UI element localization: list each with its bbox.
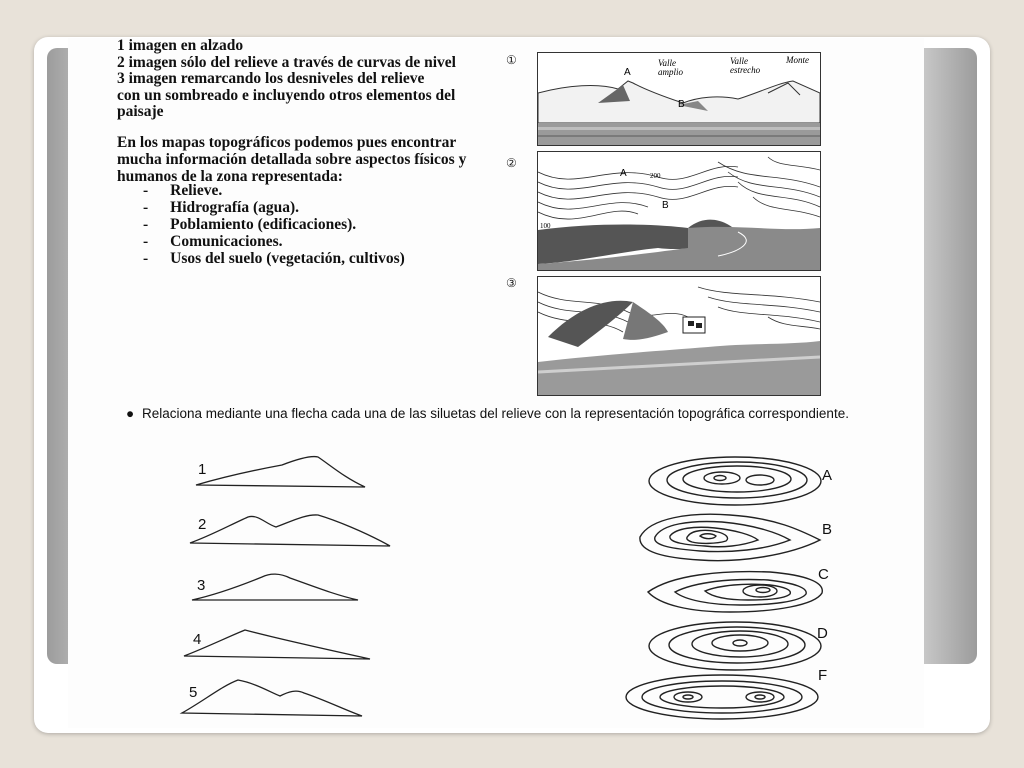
silhouette-2 bbox=[190, 515, 390, 546]
topo-letter-b: B bbox=[822, 521, 833, 538]
intro-line-5: paisaje bbox=[117, 103, 164, 120]
contour-B bbox=[640, 514, 820, 560]
list-item: - Comunicaciones. bbox=[143, 233, 283, 250]
label-b: B bbox=[662, 200, 669, 211]
silhouette-5 bbox=[182, 680, 362, 716]
label-valle-amplio: Valle amplio bbox=[658, 58, 684, 77]
panel-number-1: ① bbox=[506, 53, 517, 67]
label-a: A bbox=[624, 67, 631, 78]
list-item: - Hidrografía (agua). bbox=[143, 199, 300, 216]
panel-number-2: ② bbox=[506, 156, 517, 170]
label-b: B bbox=[678, 99, 685, 110]
list-item: - Poblamiento (edificaciones). bbox=[143, 216, 357, 233]
intro-line-4: con un sombreado e incluyendo otros elementos del bbox=[117, 86, 456, 104]
label-valle-estrecho: Valle estrecho bbox=[730, 56, 761, 75]
label-a: A bbox=[620, 168, 627, 179]
silhouette-number-1: 1 bbox=[198, 461, 207, 478]
instruction-text: ● Relaciona mediante una flecha cada una de las siluetas del relieve con la representación topográfica correspondiente. bbox=[126, 406, 849, 421]
label-monte: Monte bbox=[786, 55, 809, 65]
description-paragraph: En los mapas topográficos podemos pues encontrar mucha información detallada sobre aspectos físicos y humanos de la zona representada: bbox=[117, 134, 467, 185]
list-item: - Relieve. bbox=[143, 182, 223, 199]
intro-line-3: 3 imagen remarcando los desniveles del relieve bbox=[117, 70, 425, 87]
contour-A bbox=[649, 457, 821, 505]
list-item: - Usos del suelo (vegetación, cultivos) bbox=[143, 250, 405, 267]
contour-label-200: 200 bbox=[650, 172, 661, 180]
topo-letter-d: D bbox=[817, 625, 828, 642]
contour-label-100: 100 bbox=[540, 222, 551, 230]
contour-F bbox=[626, 675, 818, 719]
silhouette-number-4: 4 bbox=[193, 631, 202, 648]
intro-line-2: 2 imagen sólo del relieve a través de curvas de nivel bbox=[117, 53, 456, 71]
topo-letter-a: A bbox=[822, 467, 833, 484]
intro-line-1: 1 imagen en alzado bbox=[117, 37, 244, 54]
silhouette-4 bbox=[184, 630, 370, 659]
bullet-icon: ● bbox=[126, 406, 135, 421]
silhouette-1 bbox=[196, 457, 365, 487]
contour-C bbox=[648, 572, 822, 612]
silhouette-number-2: 2 bbox=[198, 516, 207, 533]
contour-D bbox=[649, 622, 821, 670]
panel-number-3: ③ bbox=[506, 276, 517, 290]
topo-letter-c: C bbox=[818, 566, 829, 583]
silhouette-3 bbox=[192, 574, 358, 600]
topo-letter-f: F bbox=[818, 667, 828, 684]
silhouette-number-5: 5 bbox=[189, 684, 198, 701]
silhouette-number-3: 3 bbox=[197, 577, 206, 594]
